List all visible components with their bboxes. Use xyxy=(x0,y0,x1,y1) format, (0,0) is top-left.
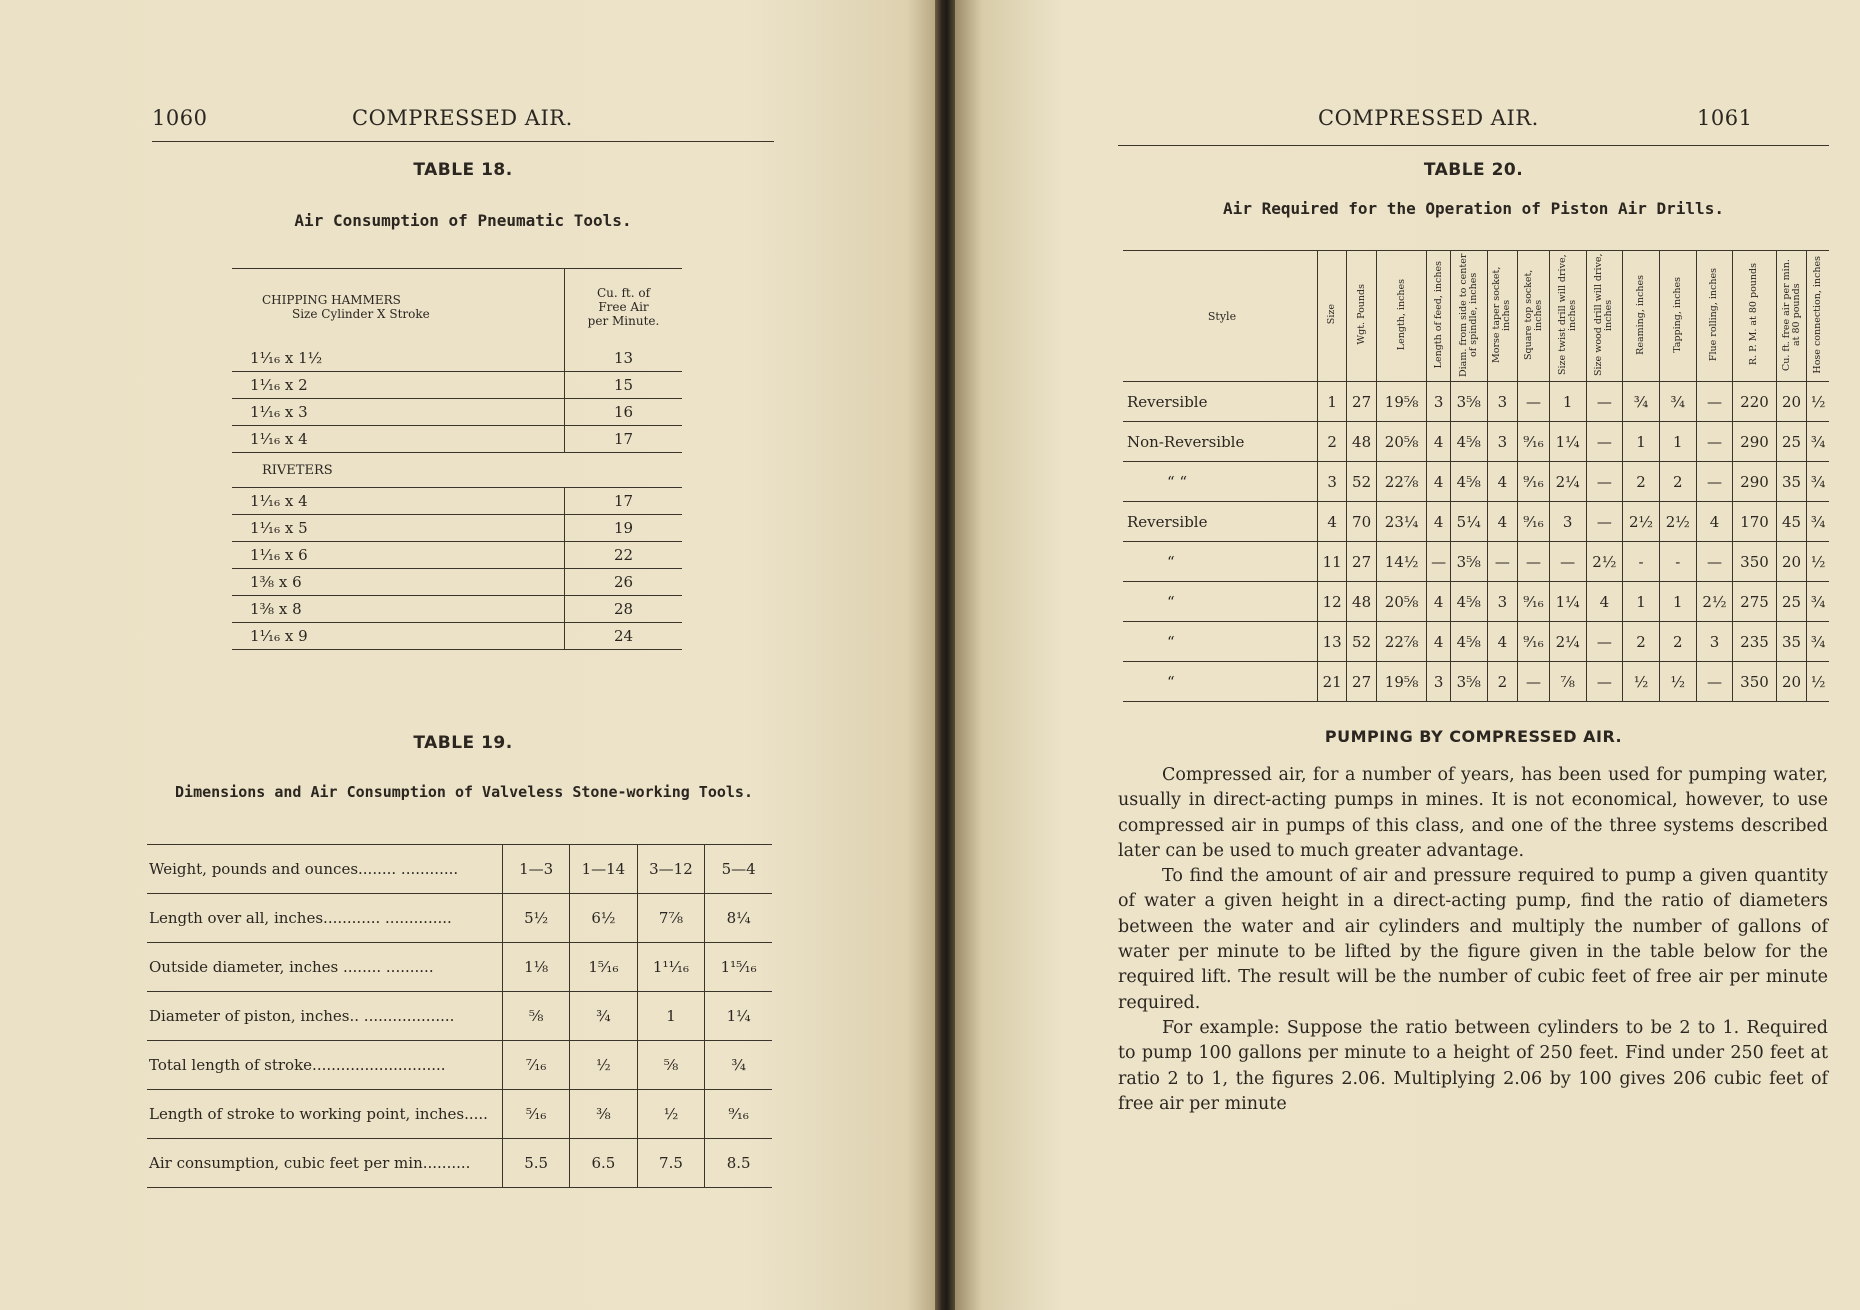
table20-header-label: Reaming, inches xyxy=(1635,274,1647,355)
table19-title: TABLE 19. xyxy=(413,733,513,753)
table19-cell: 1¼ xyxy=(705,992,772,1041)
table19-cell: ⅝ xyxy=(503,992,570,1041)
table20-cell: 52 xyxy=(1347,622,1376,662)
table20-header-label: Wgt. Pounds xyxy=(1355,284,1367,345)
table20-cell: 19⅝ xyxy=(1376,662,1427,702)
table-row xyxy=(147,943,772,992)
table20-cell: 48 xyxy=(1347,582,1376,622)
table20-cell: 48 xyxy=(1347,422,1376,462)
table-row xyxy=(232,426,682,453)
table20-cell: 4 xyxy=(1427,622,1450,662)
table20-cell: — xyxy=(1586,502,1623,542)
table20-cell: - xyxy=(1623,542,1660,582)
table20-cell: 23¼ xyxy=(1376,502,1427,542)
table18-value: 28 xyxy=(565,596,683,623)
table18-header-col2-line2: Free Air xyxy=(598,300,649,314)
table20-cell: 4 xyxy=(1427,582,1450,622)
table-row xyxy=(1123,422,1829,462)
table20-cell: — xyxy=(1518,382,1550,422)
table-row xyxy=(232,399,682,426)
table19-cell: ⁹⁄₁₆ xyxy=(705,1090,772,1139)
table20-cell: — xyxy=(1487,542,1518,582)
table20-cell: 19⅝ xyxy=(1376,382,1427,422)
table18-value: 16 xyxy=(565,399,683,426)
table19-cell: 1 xyxy=(637,992,705,1041)
table20-header-label: Morse taper socket, inches xyxy=(1491,266,1513,363)
table20-cell: 275 xyxy=(1733,582,1776,622)
table20-cell: 12 xyxy=(1318,582,1347,622)
table20-cell: ¾ xyxy=(1807,502,1829,542)
table20-cell: 4⅝ xyxy=(1450,422,1487,462)
right-page xyxy=(955,0,1860,1310)
table19-cell: 7⅞ xyxy=(637,894,705,943)
table19-cell: 6.5 xyxy=(570,1139,637,1188)
table20-cell: 4 xyxy=(1427,422,1450,462)
table20-cell: 11 xyxy=(1318,542,1347,582)
table19-cell: ¾ xyxy=(570,992,637,1041)
table20-cell: ¾ xyxy=(1807,582,1829,622)
table20-cell: — xyxy=(1696,422,1733,462)
page-number-left: 1060 xyxy=(152,106,208,130)
table20-cell: ⁹⁄₁₆ xyxy=(1518,462,1550,502)
table20-cell: 4 xyxy=(1696,502,1733,542)
table20-cell: ¾ xyxy=(1623,382,1660,422)
table18-value: 24 xyxy=(565,623,683,650)
table20-cell: 350 xyxy=(1733,662,1776,702)
table20-cell: — xyxy=(1518,542,1550,582)
table20-cell: — xyxy=(1586,662,1623,702)
table20-cell: 4 xyxy=(1427,462,1450,502)
table20-cell: 220 xyxy=(1733,382,1776,422)
table18-size: 1¹⁄₁₆ x 1½ xyxy=(232,345,565,372)
table20-header-label: Length, inches xyxy=(1395,278,1407,351)
table20-cell: 290 xyxy=(1733,462,1776,502)
table18-value: 26 xyxy=(565,569,683,596)
table18-value: 22 xyxy=(565,542,683,569)
table-row xyxy=(232,542,682,569)
table20-cell: ½ xyxy=(1659,662,1696,702)
paragraph: Compressed air, for a number of years, has been used for pumping water, usually in direct-acting pumps in mines. It is not economical, however, to use compressed air in pumps of this class, and one of the three systems described later can be used to much greater advantage. xyxy=(1118,765,1828,861)
table20-cell: 1 xyxy=(1623,582,1660,622)
table18-header-col1-line2: Size Cylinder X Stroke xyxy=(292,307,430,321)
table20-cell: 2 xyxy=(1659,462,1696,502)
table20-cell: 4 xyxy=(1586,582,1623,622)
table20-style-cell: Non-Reversible xyxy=(1123,422,1318,462)
table19-cell: ⁷⁄₁₆ xyxy=(503,1041,570,1090)
table20-cell: 13 xyxy=(1318,622,1347,662)
table20-cell: 2½ xyxy=(1586,542,1623,582)
table18-header-col2-line1: Cu. ft. of xyxy=(596,286,651,300)
table19-cell: 1¹¹⁄₁₆ xyxy=(637,943,705,992)
table20-cell: 170 xyxy=(1733,502,1776,542)
table20-cell: 2 xyxy=(1623,462,1660,502)
book-gutter xyxy=(935,0,955,1310)
table20-cell: 3⅝ xyxy=(1450,662,1487,702)
table20-cell: 20 xyxy=(1776,662,1807,702)
table-row xyxy=(232,345,682,372)
table20-cell: ⁹⁄₁₆ xyxy=(1518,622,1550,662)
table18-size: 1¹⁄₁₆ x 9 xyxy=(232,623,565,650)
table19-cell: 1⁵⁄₁₆ xyxy=(570,943,637,992)
table19-cell: ½ xyxy=(637,1090,705,1139)
table19-cell: 7.5 xyxy=(637,1139,705,1188)
running-head-right: COMPRESSED AIR. xyxy=(1318,106,1539,130)
table20-header-label: Size twist drill will drive, inches xyxy=(1556,254,1578,375)
table20-header-cell xyxy=(1776,251,1807,382)
table20-cell: 290 xyxy=(1733,422,1776,462)
table20-cell: ½ xyxy=(1807,662,1829,702)
table20-cell: 3 xyxy=(1549,502,1586,542)
table20-header-cell xyxy=(1487,251,1518,382)
table19-cell: 1⅛ xyxy=(503,943,570,992)
table20-cell: ⁹⁄₁₆ xyxy=(1518,422,1550,462)
paragraph: To find the amount of air and pressure required to pump a given quantity of water a given height in a direct-acting pump, find the ratio of diameters between the water and air cylinders and multiply the number of gallons of water per minute to be lifted by the figure given in the table below for the required lift. The result will be the number of cubic feet of free air per minute required. xyxy=(1118,866,1828,1013)
table20-header-cell xyxy=(1623,251,1660,382)
table-row xyxy=(147,1139,772,1188)
table20-cell: 22⅞ xyxy=(1376,622,1427,662)
table20-cell: 4⅝ xyxy=(1450,582,1487,622)
table20-cell: 235 xyxy=(1733,622,1776,662)
table20-header-label: Length of feed, inches xyxy=(1432,260,1444,369)
table-row xyxy=(232,623,682,650)
table20-cell: 4 xyxy=(1487,462,1518,502)
table20-cell: 2 xyxy=(1623,622,1660,662)
table20-cell: 2¼ xyxy=(1549,622,1586,662)
table20-cell: — xyxy=(1696,542,1733,582)
table18-value: 17 xyxy=(565,488,683,515)
table20-cell: 3 xyxy=(1427,382,1450,422)
table20-cell: 4⅝ xyxy=(1450,462,1487,502)
table-row xyxy=(232,569,682,596)
table20-cell: — xyxy=(1696,382,1733,422)
table20-cell: — xyxy=(1427,542,1450,582)
table-row xyxy=(147,1090,772,1139)
table19-cell: 6½ xyxy=(570,894,637,943)
table20-header-cell xyxy=(1586,251,1623,382)
table20-header-row xyxy=(1123,251,1829,382)
table19-cell: 3—12 xyxy=(637,845,705,894)
table20-cell: ⁹⁄₁₆ xyxy=(1518,502,1550,542)
table18-header-row xyxy=(232,269,682,346)
table-row xyxy=(232,596,682,623)
table20-subtitle: Air Required for the Operation of Piston Air Drills. xyxy=(1223,199,1724,218)
table20-cell: 2 xyxy=(1318,422,1347,462)
table18-value: 15 xyxy=(565,372,683,399)
table-row xyxy=(232,488,682,515)
table19-row-label: Outside diameter, inches ........ .......... xyxy=(147,943,503,992)
table20-header-label: Size xyxy=(1326,304,1338,325)
table20-cell: — xyxy=(1586,462,1623,502)
table19 xyxy=(147,844,772,1188)
table20-cell: — xyxy=(1586,622,1623,662)
table18-size: 1¹⁄₁₆ x 4 xyxy=(232,488,565,515)
table18-size: 1¹⁄₁₆ x 2 xyxy=(232,372,565,399)
table-row xyxy=(1123,542,1829,582)
table20-cell: 5¼ xyxy=(1450,502,1487,542)
header-rule-right xyxy=(1118,145,1829,146)
table20-header-cell xyxy=(1696,251,1733,382)
table20-header-label: Cu. ft. free air per min. at 80 pounds xyxy=(1780,258,1802,371)
table20-cell: 1¼ xyxy=(1549,422,1586,462)
table20-header-cell xyxy=(1549,251,1586,382)
table18-value: 17 xyxy=(565,426,683,453)
table20-header-cell xyxy=(1659,251,1696,382)
table20-cell: 1 xyxy=(1623,422,1660,462)
table20-cell: 35 xyxy=(1776,462,1807,502)
table19-cell: ⅝ xyxy=(637,1041,705,1090)
table-row xyxy=(1123,382,1829,422)
table20-cell: — xyxy=(1549,542,1586,582)
table20-cell: 20⅝ xyxy=(1376,582,1427,622)
table18-size: 1⅜ x 8 xyxy=(232,596,565,623)
table-row xyxy=(147,992,772,1041)
table18-size: 1¹⁄₁₆ x 6 xyxy=(232,542,565,569)
table20-cell: 1¼ xyxy=(1549,582,1586,622)
table20-header-label: R. P. M. at 80 pounds xyxy=(1748,263,1760,366)
table20-cell: 1 xyxy=(1659,422,1696,462)
table-row xyxy=(1123,622,1829,662)
table18-size: 1⅜ x 6 xyxy=(232,569,565,596)
table20-cell: 14½ xyxy=(1376,542,1427,582)
table19-cell: 1¹⁵⁄₁₆ xyxy=(705,943,772,992)
table19-cell: ¾ xyxy=(705,1041,772,1090)
table18-group-row xyxy=(232,453,682,488)
table20-cell: — xyxy=(1696,662,1733,702)
table18-header-col1 xyxy=(232,269,565,346)
table18-size: 1¹⁄₁₆ x 5 xyxy=(232,515,565,542)
table19-cell: 5.5 xyxy=(503,1139,570,1188)
table18-subtitle: Air Consumption of Pneumatic Tools. xyxy=(294,211,632,230)
table18-header-col2 xyxy=(565,269,683,346)
table20-header-label: Hose connection, inches xyxy=(1812,255,1824,374)
table20-header-label: Flue rolling, inches xyxy=(1708,267,1720,362)
table19-subtitle: Dimensions and Air Consumption of Valveless Stone-working Tools. xyxy=(175,783,753,801)
running-head-left: COMPRESSED AIR. xyxy=(352,106,573,130)
table20-cell: 70 xyxy=(1347,502,1376,542)
table20-header-cell xyxy=(1376,251,1427,382)
table20-cell: — xyxy=(1586,422,1623,462)
table-row xyxy=(147,1041,772,1090)
table19-row-label: Diameter of piston, inches.. ................... xyxy=(147,992,503,1041)
table20-style-cell: “ “ xyxy=(1123,462,1318,502)
table20-cell: 20 xyxy=(1776,542,1807,582)
table20-header-cell: Style xyxy=(1123,251,1318,382)
table20-title: TABLE 20. xyxy=(1423,160,1524,180)
table18-size: 1¹⁄₁₆ x 4 xyxy=(232,426,565,453)
table20-cell: 4⅝ xyxy=(1450,622,1487,662)
table20-cell: 2 xyxy=(1659,622,1696,662)
table20-cell: 3 xyxy=(1487,422,1518,462)
table20-style-cell: Reversible xyxy=(1123,502,1318,542)
table20-header-cell xyxy=(1427,251,1450,382)
table20-cell: 4 xyxy=(1487,502,1518,542)
table20-header-cell xyxy=(1807,251,1829,382)
table19-row-label: Weight, pounds and ounces........ ............ xyxy=(147,845,503,894)
table20-cell: 4 xyxy=(1487,622,1518,662)
table20-cell: 4 xyxy=(1427,502,1450,542)
table20-cell: 2¼ xyxy=(1549,462,1586,502)
table19-cell: 1—14 xyxy=(570,845,637,894)
section-heading: PUMPING BY COMPRESSED AIR. xyxy=(1324,727,1623,746)
page-number-right: 1061 xyxy=(1697,106,1753,130)
table20-cell: 3 xyxy=(1696,622,1733,662)
header-rule-left xyxy=(152,141,774,142)
table20-cell: ¾ xyxy=(1807,462,1829,502)
table20-cell: 1 xyxy=(1549,382,1586,422)
table20-cell: — xyxy=(1696,462,1733,502)
table20-cell: 21 xyxy=(1318,662,1347,702)
table20-cell: 2 xyxy=(1487,662,1518,702)
table18-group-label: RIVETERS xyxy=(232,453,682,488)
table18-size: 1¹⁄₁₆ x 3 xyxy=(232,399,565,426)
table20-cell: 3⅝ xyxy=(1450,382,1487,422)
table-row xyxy=(232,515,682,542)
table19-cell: 5—4 xyxy=(705,845,772,894)
table20-cell: 4 xyxy=(1318,502,1347,542)
table19-cell: 8¼ xyxy=(705,894,772,943)
table-row xyxy=(147,845,772,894)
table20-cell: — xyxy=(1586,382,1623,422)
table20-cell: 2½ xyxy=(1696,582,1733,622)
table19-cell: 8.5 xyxy=(705,1139,772,1188)
table18-header-col2-line3: per Minute. xyxy=(587,314,660,328)
table20-cell: 27 xyxy=(1347,662,1376,702)
table20-cell: 52 xyxy=(1347,462,1376,502)
table20 xyxy=(1123,250,1829,702)
paragraph: For example: Suppose the ratio between cylinders to be 2 to 1. Required to pump 100 gallons per minute to a height of 250 feet. Find under 250 feet at ratio 2 to 1, the figures 2.06. Multiplying 2.06 by 100 gives 206 cubic feet of free air per minute xyxy=(1118,1017,1828,1114)
table20-cell: 3 xyxy=(1487,582,1518,622)
table20-cell: 1 xyxy=(1659,582,1696,622)
table20-header-label: Size wood drill will drive, inches xyxy=(1593,253,1615,376)
table20-cell: — xyxy=(1518,662,1550,702)
table20-header-cell xyxy=(1318,251,1347,382)
table19-cell: 5½ xyxy=(503,894,570,943)
table20-style-cell: “ xyxy=(1123,582,1318,622)
table20-cell: - xyxy=(1659,542,1696,582)
table-row xyxy=(147,894,772,943)
table-row xyxy=(232,372,682,399)
table20-cell: 350 xyxy=(1733,542,1776,582)
table20-cell: ⁹⁄₁₆ xyxy=(1518,582,1550,622)
table20-cell: 27 xyxy=(1347,542,1376,582)
table20-cell: 3 xyxy=(1318,462,1347,502)
table-row xyxy=(1123,582,1829,622)
table19-row-label: Air consumption, cubic feet per min.......... xyxy=(147,1139,503,1188)
table20-cell: 2½ xyxy=(1623,502,1660,542)
table-row xyxy=(1123,462,1829,502)
table20-cell: 3 xyxy=(1427,662,1450,702)
table20-cell: 25 xyxy=(1776,582,1807,622)
table20-cell: ¾ xyxy=(1807,422,1829,462)
table20-cell: 25 xyxy=(1776,422,1807,462)
table20-cell: ½ xyxy=(1807,382,1829,422)
table19-cell: ⁵⁄₁₆ xyxy=(503,1090,570,1139)
table20-cell: 27 xyxy=(1347,382,1376,422)
table20-style-cell: Reversible xyxy=(1123,382,1318,422)
table19-row-label: Length of stroke to working point, inches..... xyxy=(147,1090,503,1139)
table-row xyxy=(1123,502,1829,542)
table20-cell: 3 xyxy=(1487,382,1518,422)
table20-header-label: Square top socket, inches xyxy=(1522,269,1544,360)
table20-header-label: Diam. from side to center of spindle, inches xyxy=(1457,252,1479,377)
table20-style-cell: “ xyxy=(1123,542,1318,582)
table19-row-label: Length over all, inches............ .............. xyxy=(147,894,503,943)
table20-header-cell xyxy=(1518,251,1550,382)
table20-cell: 20⅝ xyxy=(1376,422,1427,462)
table18-title: TABLE 18. xyxy=(413,160,513,180)
table20-cell: ¾ xyxy=(1807,622,1829,662)
table19-cell: ⅜ xyxy=(570,1090,637,1139)
table20-cell: ½ xyxy=(1807,542,1829,582)
table20-style-cell: “ xyxy=(1123,662,1318,702)
table19-cell: 1—3 xyxy=(503,845,570,894)
table20-header-cell xyxy=(1347,251,1376,382)
table19-row-label: Total length of stroke............................ xyxy=(147,1041,503,1090)
table18-value: 13 xyxy=(565,345,683,372)
table20-cell: 20 xyxy=(1776,382,1807,422)
table20-cell: 2½ xyxy=(1659,502,1696,542)
table20-style-cell: “ xyxy=(1123,622,1318,662)
table20-header-cell xyxy=(1450,251,1487,382)
table20-cell: 22⅞ xyxy=(1376,462,1427,502)
table18-value: 19 xyxy=(565,515,683,542)
table20-cell: 45 xyxy=(1776,502,1807,542)
table20-cell: 35 xyxy=(1776,622,1807,662)
body-text xyxy=(1118,763,1828,1117)
table-row xyxy=(1123,662,1829,702)
table20-cell: ½ xyxy=(1623,662,1660,702)
table20-cell: ¾ xyxy=(1659,382,1696,422)
table20-cell: 1 xyxy=(1318,382,1347,422)
table20-header-label: Tapping, inches xyxy=(1671,276,1683,353)
table20-cell: 3⅝ xyxy=(1450,542,1487,582)
table18-header-col1-line1: CHIPPING HAMMERS xyxy=(262,293,401,307)
table20-cell: ⅞ xyxy=(1549,662,1586,702)
table19-cell: ½ xyxy=(570,1041,637,1090)
table18 xyxy=(232,268,682,650)
table20-header-cell xyxy=(1733,251,1776,382)
